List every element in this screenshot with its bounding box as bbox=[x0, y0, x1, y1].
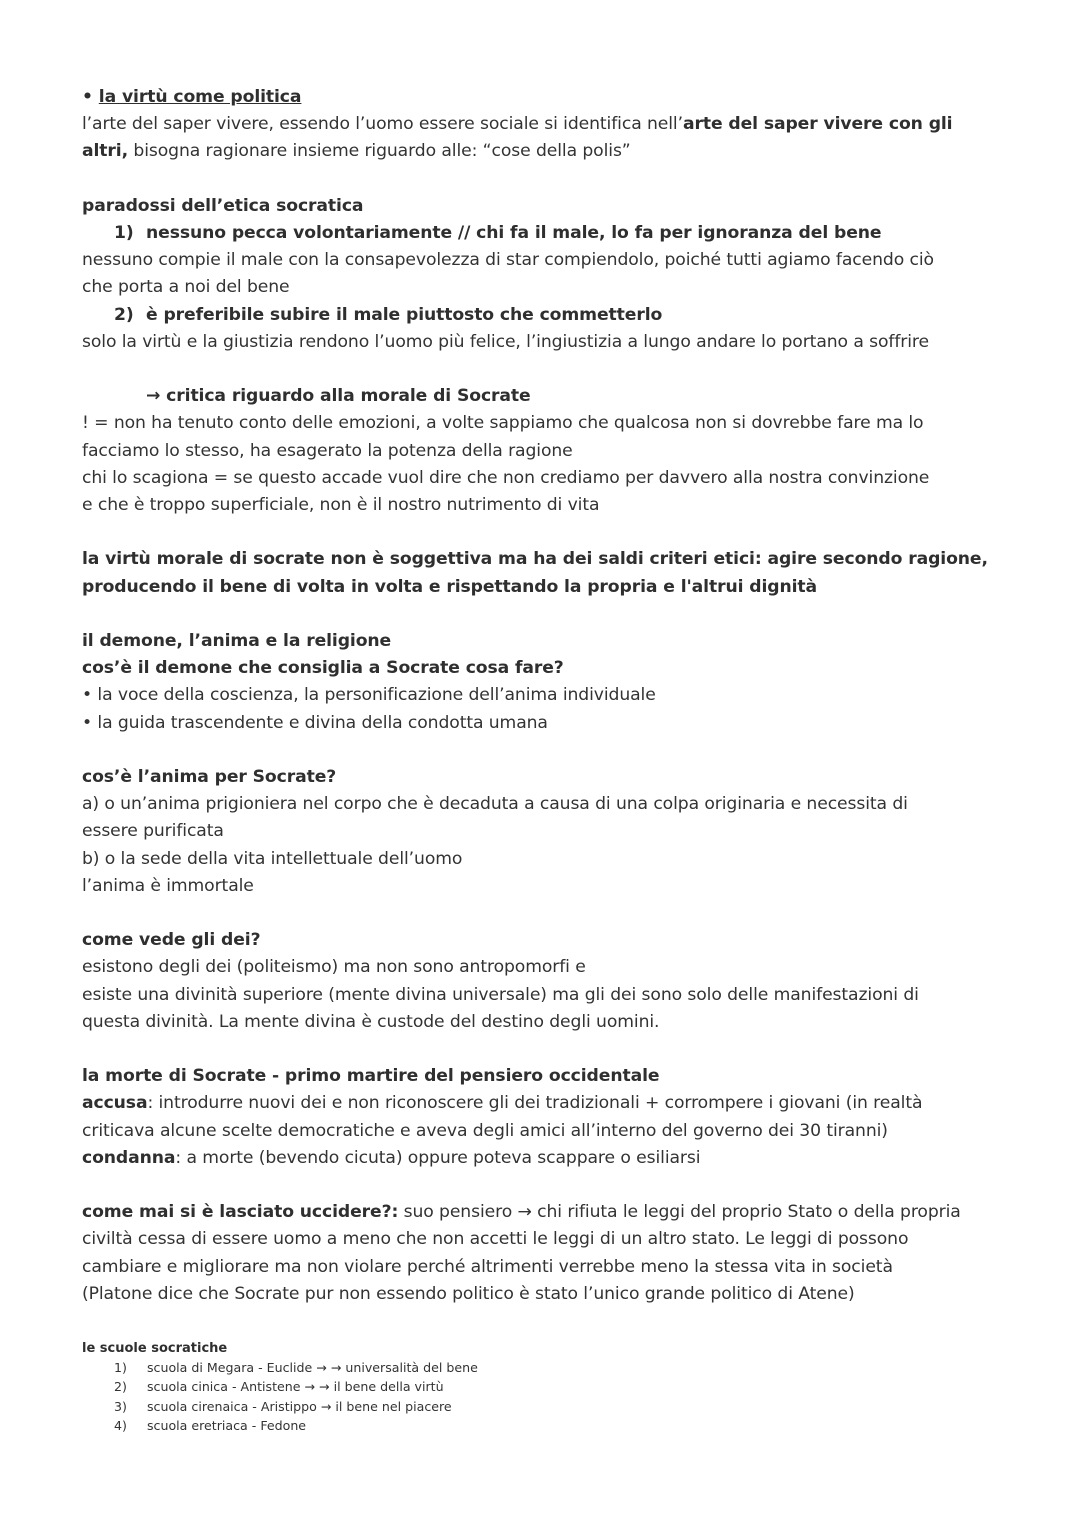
paragraph-line: a) o un’anima prigioniera nel corpo che è decaduta a causa di una colpa originaria e necessita di bbox=[82, 794, 908, 815]
bold-span: altri, bbox=[82, 141, 129, 162]
paragraph-line: b) o la sede della vita intellettuale dell’uomo bbox=[82, 848, 463, 869]
bold-span: come mai si è lasciato uccidere?: bbox=[82, 1202, 399, 1223]
item-number: 2) bbox=[114, 1379, 127, 1395]
list-item bbox=[82, 1377, 1012, 1396]
paragraph-line: civiltà cessa di essere uomo a meno che non accetti le leggi di un altro stato. Le leggi di possono bbox=[82, 1229, 909, 1250]
paragraph-line bbox=[82, 1090, 1012, 1117]
question-demone: cos’è il demone che consiglia a Socrate cosa fare? bbox=[82, 658, 564, 679]
paragraph-line: nessuno compie il male con la consapevolezza di star compiendolo, poiché tutti agiamo facendo ciò bbox=[82, 250, 934, 271]
critica-heading: → critica riguardo alla morale di Socrate bbox=[146, 386, 531, 407]
paragraph-line: questa divinità. La mente divina è custode del destino degli uomini. bbox=[82, 1011, 660, 1032]
paragraph-line: ! = non ha tenuto conto delle emozioni, a volte sappiamo che qualcosa non si dovrebbe fare ma lo bbox=[82, 413, 924, 434]
section-heading-morte: la morte di Socrate - primo martire del pensiero occidentale bbox=[82, 1066, 660, 1087]
text-span: : introdurre nuovi dei e non riconoscere gli dei tradizionali + corrompere i giovani (in realtà bbox=[147, 1093, 923, 1114]
bullet: • bbox=[82, 87, 93, 107]
paragraph-line bbox=[82, 138, 1012, 165]
list-item: • la guida trascendente e divina della condotta umana bbox=[82, 712, 548, 733]
paragraph-line bbox=[82, 111, 1012, 138]
paragraph-line: chi lo scagiona = se questo accade vuol dire che non crediamo per davvero alla nostra convinzione bbox=[82, 467, 930, 488]
section-heading-demone: il demone, l’anima e la religione bbox=[82, 631, 392, 651]
list-item bbox=[82, 1358, 1012, 1377]
item-number: 1) bbox=[114, 223, 134, 243]
paragraph-line bbox=[82, 1199, 1012, 1226]
paragraph-line: esistono degli dei (politeismo) ma non sono antropomorfi e bbox=[82, 957, 586, 978]
item-number: 3) bbox=[114, 1398, 127, 1414]
text-span: : a morte (bevendo cicuta) oppure poteva scappare o esiliarsi bbox=[175, 1147, 701, 1168]
item-text: nessuno pecca volontariamente // chi fa il male, lo fa per ignoranza del bene bbox=[146, 223, 882, 243]
paradox-item-1 bbox=[82, 220, 1012, 247]
bold-span: arte del saper vivere con gli bbox=[682, 114, 953, 135]
section-heading-virtu-politica bbox=[82, 84, 1012, 111]
paragraph-line: solo la virtù e la giustizia rendono l’uomo più felice, l’ingiustizia a lungo andare lo portano a soffrire bbox=[82, 331, 929, 352]
item-number: 2) bbox=[114, 304, 134, 325]
item-text: scuola eretriaca - Fedone bbox=[147, 1417, 307, 1433]
item-number: 4) bbox=[114, 1417, 127, 1433]
paragraph-line: esiste una divinità superiore (mente divina universale) ma gli dei sono solo delle manifestazioni di bbox=[82, 984, 919, 1005]
item-text: scuola di Megara - Euclide → → universalità del bene bbox=[147, 1360, 478, 1376]
question-dei: come vede gli dei? bbox=[82, 930, 261, 951]
paragraph-line bbox=[82, 1145, 1012, 1172]
question-anima: cos’è l’anima per Socrate? bbox=[82, 767, 337, 787]
paragraph-line-bold: la virtù morale di socrate non è soggettiva ma ha dei saldi criteri etici: agire secondo ragione, bbox=[82, 549, 988, 570]
item-number: 1) bbox=[114, 1360, 127, 1376]
document-page bbox=[82, 84, 1012, 1435]
text-span: bisogna ragionare insieme riguardo alle: “cose della polis” bbox=[128, 141, 631, 162]
paragraph-line: e che è troppo superficiale, non è il nostro nutrimento di vita bbox=[82, 495, 600, 516]
section-heading-scuole: le scuole socratiche bbox=[82, 1341, 228, 1357]
bold-span: accusa bbox=[82, 1093, 148, 1114]
item-text: è preferibile subire il male piuttosto che commetterlo bbox=[146, 304, 663, 325]
paragraph-line: che porta a noi del bene bbox=[82, 277, 290, 298]
paragraph-line: criticava alcune scelte democratiche e aveva degli amici all’interno del governo dei 30 tiranni) bbox=[82, 1120, 888, 1141]
list-item: • la voce della coscienza, la personificazione dell’anima individuale bbox=[82, 685, 656, 706]
paragraph-line: (Platone dice che Socrate pur non essendo politico è stato l’unico grande politico di Atene) bbox=[82, 1283, 855, 1304]
paragraph-line: l’anima è immortale bbox=[82, 875, 254, 896]
paragraph-line-bold: producendo il bene di volta in volta e rispettando la propria e l'altrui dignità bbox=[82, 576, 817, 597]
item-text: scuola cirenaica - Aristippo → il bene nel piacere bbox=[147, 1398, 452, 1414]
paragraph-line: cambiare e migliorare ma non violare perché altrimenti verrebbe meno la stessa vita in società bbox=[82, 1256, 893, 1277]
text-span: suo pensiero → chi rifiuta le leggi del proprio Stato o della propria bbox=[398, 1202, 961, 1223]
text-span: l’arte del saper vivere, essendo l’uomo essere sociale si identifica nell’ bbox=[82, 114, 683, 135]
paragraph-line: facciamo lo stesso, ha esagerato la potenza della ragione bbox=[82, 440, 573, 461]
paradox-item-2 bbox=[82, 302, 1012, 329]
list-item bbox=[82, 1416, 1012, 1435]
item-text: scuola cinica - Antistene → → il bene della virtù bbox=[147, 1379, 444, 1395]
paragraph-line: essere purificata bbox=[82, 821, 224, 842]
section-heading-paradossi: paradossi dell’etica socratica bbox=[82, 195, 364, 216]
bold-span: condanna bbox=[82, 1147, 176, 1168]
list-item bbox=[82, 1397, 1012, 1416]
heading-text: la virtù come politica bbox=[98, 87, 302, 107]
